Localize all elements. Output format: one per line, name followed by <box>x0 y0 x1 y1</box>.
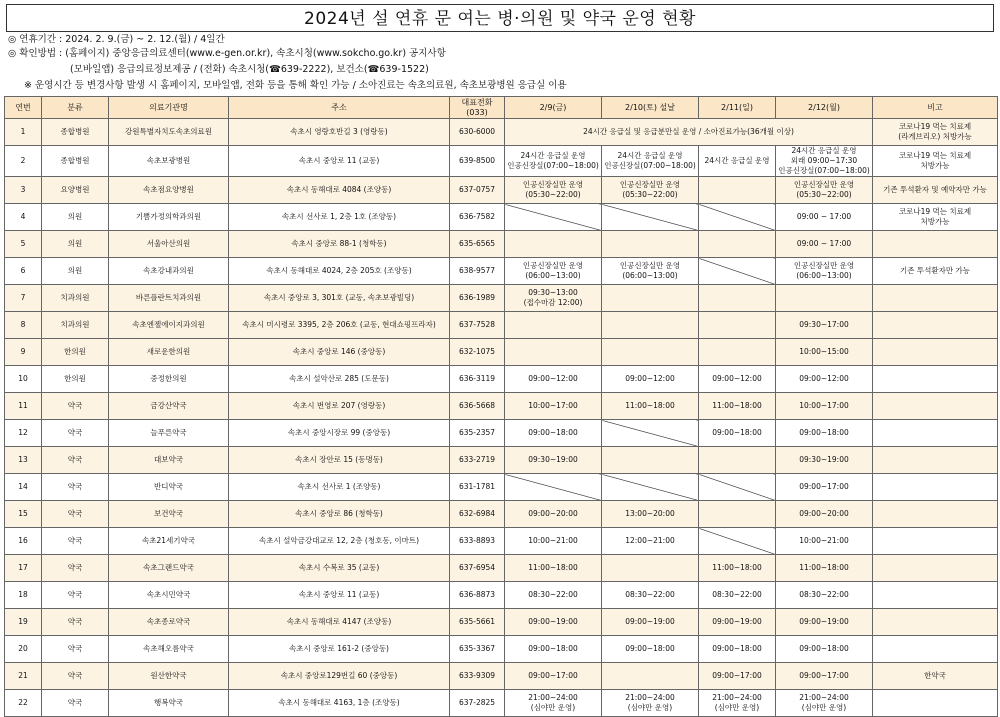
cell-hours-day-3: 09:00~18:00 <box>699 636 776 663</box>
table-row <box>5 146 998 177</box>
cell-hours-day-3 <box>699 204 776 231</box>
cell-address: 속초시 중앙로 88-1 (청학동) <box>229 231 450 258</box>
cell-hours-day-4: 08:30~22:00 <box>776 582 873 609</box>
cell-note <box>873 555 998 582</box>
cell-phone: 631-1781 <box>450 474 505 501</box>
cell-hours-day-2: 11:00~18:00 <box>602 393 699 420</box>
cell-hours-day-3: 24시간 응급실 운영 <box>699 146 776 177</box>
cell-note <box>873 339 998 366</box>
cell-type: 약국 <box>42 690 109 717</box>
cell-hours-day-2 <box>602 312 699 339</box>
cell-address: 속초시 중앙로 11 (교동) <box>229 582 450 609</box>
cell-address: 속초시 영랑호반길 3 (영랑동) <box>229 119 450 146</box>
cell-address: 속초시 설악산로 285 (도문동) <box>229 366 450 393</box>
cell-name: 금강산약국 <box>109 393 229 420</box>
table-row <box>5 582 998 609</box>
cell-name: 기쁨가정의학과의원 <box>109 204 229 231</box>
cell-no: 1 <box>5 119 42 146</box>
cell-note <box>873 501 998 528</box>
cell-hours-day-2: 인공신장실만 운영 (06:00~13:00) <box>602 258 699 285</box>
table-row <box>5 312 998 339</box>
cell-hours-day-3 <box>699 285 776 312</box>
cell-name: 늘푸른약국 <box>109 420 229 447</box>
cell-hours-day-3: 09:00~12:00 <box>699 366 776 393</box>
cell-hours-day-3 <box>699 258 776 285</box>
cell-name: 반디약국 <box>109 474 229 501</box>
cell-no: 13 <box>5 447 42 474</box>
cell-hours-day-3 <box>699 339 776 366</box>
cell-no: 14 <box>5 474 42 501</box>
cell-hours-day-3: 11:00~18:00 <box>699 555 776 582</box>
cell-note <box>873 447 998 474</box>
table-row <box>5 528 998 555</box>
cell-hours-day-4: 09:00~18:00 <box>776 636 873 663</box>
cell-name: 행복약국 <box>109 690 229 717</box>
cell-note: 코로나19 먹는 치료제 (라게브리오) 처방가능 <box>873 119 998 146</box>
cell-note <box>873 312 998 339</box>
cell-hours-day-2 <box>602 231 699 258</box>
cell-name: 속초강내과의원 <box>109 258 229 285</box>
cell-name: 속초보광병원 <box>109 146 229 177</box>
cell-type: 약국 <box>42 447 109 474</box>
cell-hours-day-1 <box>505 204 602 231</box>
cell-address: 속초시 중앙로129번길 60 (중앙동) <box>229 663 450 690</box>
cell-phone: 637-7528 <box>450 312 505 339</box>
cell-type: 약국 <box>42 555 109 582</box>
cell-phone: 635-6565 <box>450 231 505 258</box>
cell-hours-day-2: 인공신장실만 운영 (05:30~22:00) <box>602 177 699 204</box>
cell-note <box>873 528 998 555</box>
cell-hours-day-4: 21:00~24:00 (심야만 운영) <box>776 690 873 717</box>
cell-hours-day-2: 09:00~12:00 <box>602 366 699 393</box>
cell-hours-day-1: 인공신장실만 운영 (05:30~22:00) <box>505 177 602 204</box>
cell-note <box>873 366 998 393</box>
cell-no: 11 <box>5 393 42 420</box>
cell-hours-day-4: 09:00~18:00 <box>776 420 873 447</box>
cell-phone: 636-8873 <box>450 582 505 609</box>
cell-type: 종합병원 <box>42 146 109 177</box>
cell-hours-day-1 <box>505 474 602 501</box>
page-title: 2024년 설 연휴 문 여는 병·의원 및 약국 운영 현황 <box>6 4 994 32</box>
cell-no: 8 <box>5 312 42 339</box>
check-method-text: ◎ 확인방법 : (홈페이지) 중앙응급의료센터(www.e-gen.or.kr), 속초시청(www.sokcho.go.kr) 공지사항 <box>8 48 446 59</box>
cell-name: 속초엔젤에이지과의원 <box>109 312 229 339</box>
cell-hours-day-2 <box>602 420 699 447</box>
cell-phone: 636-3119 <box>450 366 505 393</box>
header-day-2-10: 2/10(토) 설날 <box>602 97 699 119</box>
cell-note <box>873 393 998 420</box>
cell-no: 10 <box>5 366 42 393</box>
cell-hours-day-4 <box>776 285 873 312</box>
cell-phone: 632-1075 <box>450 339 505 366</box>
cell-hours-day-2 <box>602 285 699 312</box>
cell-name: 원산한약국 <box>109 663 229 690</box>
cell-hours-day-2 <box>602 555 699 582</box>
table-row <box>5 339 998 366</box>
cell-no: 18 <box>5 582 42 609</box>
cell-hours-day-1: 09:00~20:00 <box>505 501 602 528</box>
table-row <box>5 177 998 204</box>
cell-address: 속초시 중앙로 11 (교동) <box>229 146 450 177</box>
cell-hours-day-1: 08:30~22:00 <box>505 582 602 609</box>
cell-no: 21 <box>5 663 42 690</box>
cell-address: 속초시 동해대로 4084 (조양동) <box>229 177 450 204</box>
cell-phone: 635-3367 <box>450 636 505 663</box>
cell-hours-day-1: 10:00~17:00 <box>505 393 602 420</box>
cell-hours-day-2: 12:00~21:00 <box>602 528 699 555</box>
cell-no: 3 <box>5 177 42 204</box>
cell-type: 종합병원 <box>42 119 109 146</box>
header-type: 분류 <box>42 97 109 119</box>
table-row <box>5 204 998 231</box>
cell-hours-day-2: 13:00~20:00 <box>602 501 699 528</box>
header-name: 의료기관명 <box>109 97 229 119</box>
cell-hours-day-1: 09:00~18:00 <box>505 636 602 663</box>
cell-hours-day-4: 09:00~19:00 <box>776 609 873 636</box>
table-row <box>5 119 998 146</box>
cell-phone: 633-9309 <box>450 663 505 690</box>
cell-no: 4 <box>5 204 42 231</box>
table-row <box>5 258 998 285</box>
cell-hours-day-1: 09:00~18:00 <box>505 420 602 447</box>
cell-hours-day-2: 09:00~18:00 <box>602 636 699 663</box>
cell-note: 한약국 <box>873 663 998 690</box>
cell-type: 한의원 <box>42 339 109 366</box>
cell-hours-day-1: 10:00~21:00 <box>505 528 602 555</box>
cell-hours-day-2: 08:30~22:00 <box>602 582 699 609</box>
cell-phone: 635-5661 <box>450 609 505 636</box>
cell-phone: 638-9577 <box>450 258 505 285</box>
cell-hours-day-1: 인공신장실만 운영 (06:00~13:00) <box>505 258 602 285</box>
cell-address: 속초시 미시령로 3395, 2층 206호 (교동, 현대쇼핑프라자) <box>229 312 450 339</box>
cell-no: 19 <box>5 609 42 636</box>
cell-type: 약국 <box>42 636 109 663</box>
cell-phone: 637-2825 <box>450 690 505 717</box>
cell-type: 한의원 <box>42 366 109 393</box>
cell-hours-day-3 <box>699 312 776 339</box>
cell-name: 새로운한의원 <box>109 339 229 366</box>
cell-hours-day-4: 10:00~17:00 <box>776 393 873 420</box>
cell-type: 치과의원 <box>42 285 109 312</box>
cell-type: 의원 <box>42 231 109 258</box>
cell-phone: 632-6984 <box>450 501 505 528</box>
cell-hours-day-2: 09:00~19:00 <box>602 609 699 636</box>
cell-phone: 639-8500 <box>450 146 505 177</box>
cell-address: 속초시 중앙로 146 (중앙동) <box>229 339 450 366</box>
operation-status-table <box>4 96 998 717</box>
cell-hours-day-4: 09:00~17:00 <box>776 663 873 690</box>
cell-no: 9 <box>5 339 42 366</box>
table-row <box>5 690 998 717</box>
cell-address: 속초시 중앙시장로 99 (중앙동) <box>229 420 450 447</box>
table-row <box>5 474 998 501</box>
cell-hours-day-4: 09:00~12:00 <box>776 366 873 393</box>
cell-note: 코로나19 먹는 치료제 처방가능 <box>873 204 998 231</box>
cell-name: 속초해오름약국 <box>109 636 229 663</box>
cell-name: 속초시민약국 <box>109 582 229 609</box>
table-row <box>5 663 998 690</box>
cell-type: 약국 <box>42 609 109 636</box>
cell-hours-day-4: 09:00~20:00 <box>776 501 873 528</box>
header-phone: 대표전화(033) <box>450 97 505 119</box>
cell-name: 속초종로약국 <box>109 609 229 636</box>
cell-hours-day-3 <box>699 447 776 474</box>
cell-no: 17 <box>5 555 42 582</box>
cell-note: 기존 투석환자 및 예약자만 가능 <box>873 177 998 204</box>
cell-hours-day-3: 09:00~17:00 <box>699 663 776 690</box>
cell-type: 약국 <box>42 582 109 609</box>
cell-name: 속초그랜드약국 <box>109 555 229 582</box>
cell-hours-day-2: 24시간 응급실 운영 인공신장실(07:00~18:00) <box>602 146 699 177</box>
cell-address: 속초시 선사로 1, 2층 1호 (조양동) <box>229 204 450 231</box>
header-address: 주소 <box>229 97 450 119</box>
notice-text: ※ 운영시간 등 변경사항 발생 시 홈페이지, 모바일앱, 전화 등을 통해 확인 가능 / 소아진료는 속초의료원, 속초보광병원 응급실 이용 <box>24 80 567 91</box>
cell-type: 약국 <box>42 393 109 420</box>
cell-type: 요양병원 <box>42 177 109 204</box>
cell-type: 약국 <box>42 474 109 501</box>
cell-hours-day-2 <box>602 474 699 501</box>
cell-hours-all-days: 24시간 응급실 및 응급분만실 운영 / 소아진료가능(36개월 이상) <box>505 119 873 146</box>
cell-hours-day-3 <box>699 231 776 258</box>
cell-hours-day-1 <box>505 231 602 258</box>
table-row <box>5 447 998 474</box>
cell-hours-day-4: 10:00~15:00 <box>776 339 873 366</box>
header-day-2-11: 2/11(일) <box>699 97 776 119</box>
cell-address: 속초시 동해대로 4024, 2층 205호 (조양동) <box>229 258 450 285</box>
cell-hours-day-3 <box>699 501 776 528</box>
cell-hours-day-2 <box>602 204 699 231</box>
header-day-2-12: 2/12(월) <box>776 97 873 119</box>
cell-address: 속초시 동해대로 4163, 1층 (조양동) <box>229 690 450 717</box>
cell-name: 바른플란트치과의원 <box>109 285 229 312</box>
cell-address: 속초시 설악금강대교로 12, 2층 (청호동, 이마트) <box>229 528 450 555</box>
cell-hours-day-2 <box>602 663 699 690</box>
cell-note <box>873 582 998 609</box>
cell-hours-day-2 <box>602 339 699 366</box>
cell-hours-day-3: 11:00~18:00 <box>699 393 776 420</box>
cell-name: 서울아산의원 <box>109 231 229 258</box>
cell-address: 속초시 동해대로 4147 (조양동) <box>229 609 450 636</box>
cell-name: 강원특별자치도속초의료원 <box>109 119 229 146</box>
cell-type: 약국 <box>42 501 109 528</box>
cell-phone: 637-0757 <box>450 177 505 204</box>
cell-note <box>873 609 998 636</box>
cell-hours-day-1: 21:00~24:00 (심야만 운영) <box>505 690 602 717</box>
cell-hours-day-1: 11:00~18:00 <box>505 555 602 582</box>
table-header-row <box>5 97 998 119</box>
cell-hours-day-1 <box>505 339 602 366</box>
table-row <box>5 366 998 393</box>
table-row <box>5 636 998 663</box>
cell-hours-day-2 <box>602 447 699 474</box>
cell-hours-day-4: 09:00 ~ 17:00 <box>776 204 873 231</box>
cell-note: 기존 투석환자만 가능 <box>873 258 998 285</box>
cell-note <box>873 690 998 717</box>
cell-name: 속초점요양병원 <box>109 177 229 204</box>
cell-hours-day-4: 11:00~18:00 <box>776 555 873 582</box>
header-note: 비고 <box>873 97 998 119</box>
cell-phone: 637-6954 <box>450 555 505 582</box>
cell-address: 속초시 수복로 35 (교동) <box>229 555 450 582</box>
cell-hours-day-1: 09:30~19:00 <box>505 447 602 474</box>
cell-address: 속초시 중앙로 161-2 (중앙동) <box>229 636 450 663</box>
table-row <box>5 609 998 636</box>
check-method-contacts-text: (모바일앱) 응급의료정보제공 / (전화) 속초시청(☎639-2222), 보건소(☎639-1522) <box>70 64 429 75</box>
cell-hours-day-2: 21:00~24:00 (심야만 운영) <box>602 690 699 717</box>
cell-no: 22 <box>5 690 42 717</box>
header-day-2-9: 2/9(금) <box>505 97 602 119</box>
cell-hours-day-1 <box>505 312 602 339</box>
cell-note <box>873 285 998 312</box>
cell-type: 의원 <box>42 204 109 231</box>
cell-hours-day-3 <box>699 474 776 501</box>
cell-note <box>873 474 998 501</box>
cell-hours-day-3: 09:00~19:00 <box>699 609 776 636</box>
cell-name: 속초21세기약국 <box>109 528 229 555</box>
cell-address: 속초시 중앙로 86 (청학동) <box>229 501 450 528</box>
header-no: 연번 <box>5 97 42 119</box>
cell-hours-day-4: 24시간 응급실 운영 외래 09:00~17:30 인공신장실(07:00~18:00) <box>776 146 873 177</box>
cell-hours-day-4: 09:00 ~ 17:00 <box>776 231 873 258</box>
cell-hours-day-4: 인공신장실만 운영 (05:30~22:00) <box>776 177 873 204</box>
cell-phone: 633-8893 <box>450 528 505 555</box>
cell-phone: 636-5668 <box>450 393 505 420</box>
cell-phone: 633-2719 <box>450 447 505 474</box>
table-row <box>5 285 998 312</box>
cell-no: 7 <box>5 285 42 312</box>
cell-hours-day-4: 인공신장실만 운영 (06:00~13:00) <box>776 258 873 285</box>
cell-address: 속초시 번영로 207 (영랑동) <box>229 393 450 420</box>
cell-note: 코로나19 먹는 치료제 처방가능 <box>873 146 998 177</box>
cell-hours-day-1: 24시간 응급실 운영 인공신장실(07:00~18:00) <box>505 146 602 177</box>
table-row <box>5 393 998 420</box>
cell-type: 약국 <box>42 420 109 447</box>
table-row <box>5 501 998 528</box>
cell-no: 2 <box>5 146 42 177</box>
cell-note <box>873 420 998 447</box>
table-row <box>5 231 998 258</box>
cell-hours-day-1: 09:00~19:00 <box>505 609 602 636</box>
holiday-period-text: ◎ 연휴기간 : 2024. 2. 9.(금) ~ 2. 12.(월) / 4일간 <box>8 34 225 45</box>
cell-note <box>873 231 998 258</box>
cell-hours-day-3 <box>699 177 776 204</box>
cell-no: 6 <box>5 258 42 285</box>
cell-hours-day-4: 09:00~17:00 <box>776 474 873 501</box>
cell-hours-day-4: 09:30~19:00 <box>776 447 873 474</box>
cell-type: 약국 <box>42 528 109 555</box>
cell-type: 의원 <box>42 258 109 285</box>
cell-address: 속초시 선사로 1 (조양동) <box>229 474 450 501</box>
cell-note <box>873 636 998 663</box>
cell-no: 5 <box>5 231 42 258</box>
cell-phone: 636-7582 <box>450 204 505 231</box>
cell-hours-day-1: 09:00~12:00 <box>505 366 602 393</box>
cell-no: 15 <box>5 501 42 528</box>
cell-hours-day-4: 10:00~21:00 <box>776 528 873 555</box>
cell-name: 보건약국 <box>109 501 229 528</box>
cell-hours-day-3: 21:00~24:00 (심야만 운영) <box>699 690 776 717</box>
cell-name: 중정한의원 <box>109 366 229 393</box>
cell-phone: 636-1989 <box>450 285 505 312</box>
cell-address: 속초시 중앙로 3, 301호 (교동, 속초보광빌딩) <box>229 285 450 312</box>
cell-hours-day-1: 09:00~17:00 <box>505 663 602 690</box>
cell-hours-day-3: 09:00~18:00 <box>699 420 776 447</box>
cell-no: 16 <box>5 528 42 555</box>
cell-address: 속초시 장안로 15 (동명동) <box>229 447 450 474</box>
cell-no: 20 <box>5 636 42 663</box>
cell-name: 대보약국 <box>109 447 229 474</box>
cell-hours-day-1: 09:30~13:00 (접수마감 12:00) <box>505 285 602 312</box>
cell-phone: 630-6000 <box>450 119 505 146</box>
table-row <box>5 420 998 447</box>
table-row <box>5 555 998 582</box>
cell-phone: 635-2357 <box>450 420 505 447</box>
cell-type: 치과의원 <box>42 312 109 339</box>
cell-no: 12 <box>5 420 42 447</box>
cell-hours-day-3 <box>699 528 776 555</box>
cell-hours-day-4: 09:30~17:00 <box>776 312 873 339</box>
cell-type: 약국 <box>42 663 109 690</box>
cell-hours-day-3: 08:30~22:00 <box>699 582 776 609</box>
